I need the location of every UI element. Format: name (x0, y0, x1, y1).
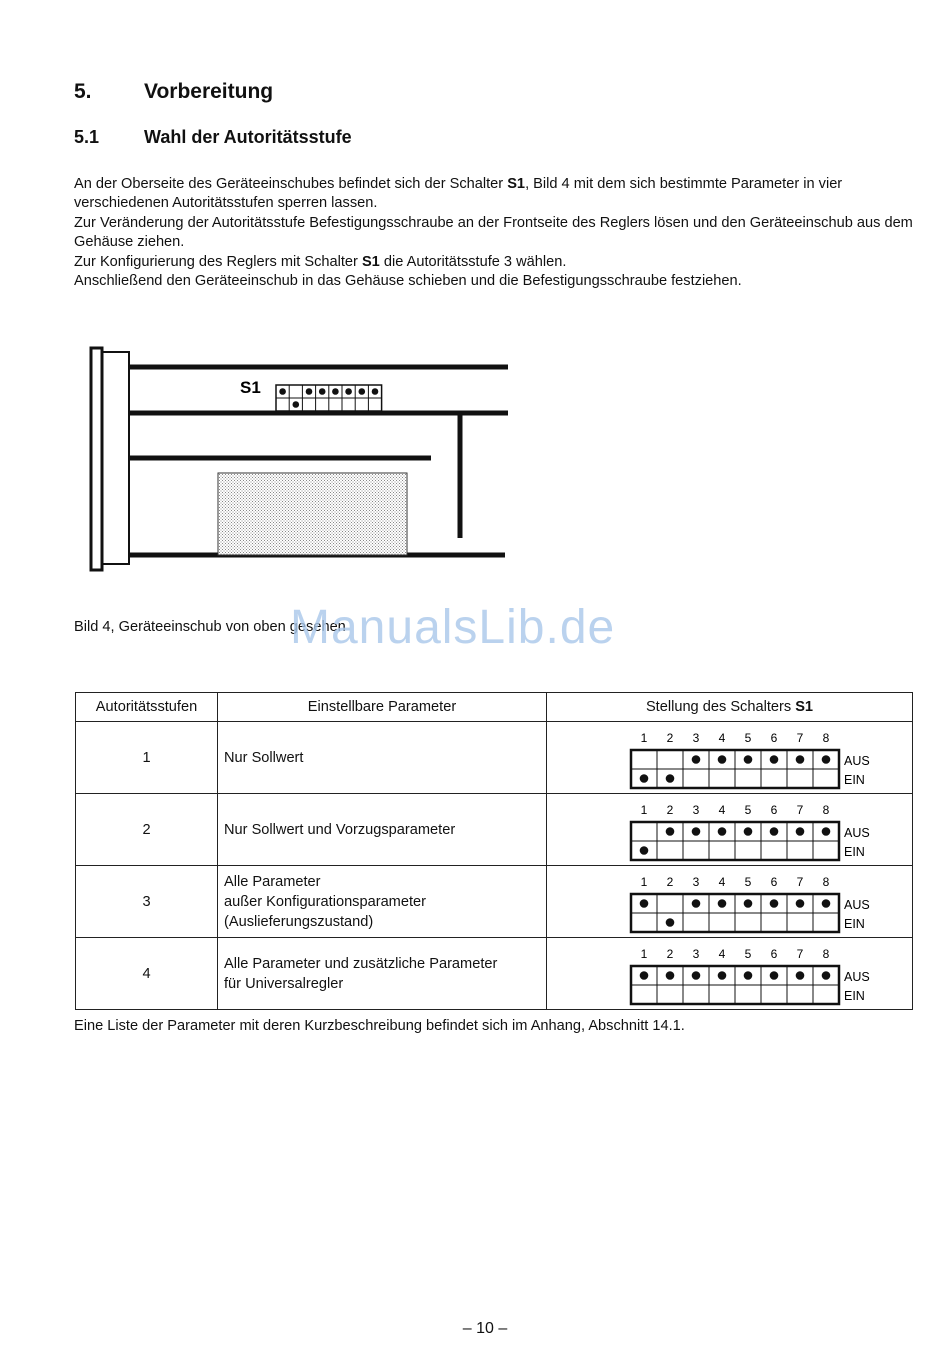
switch-dot-aus (319, 388, 326, 395)
switch-number: 5 (744, 731, 752, 745)
switch-dot-aus (332, 388, 339, 395)
switch-number: 6 (770, 803, 778, 817)
level-cell: 4 (76, 938, 218, 1010)
params-line: Nur Sollwert und Vorzugsparameter (224, 821, 456, 838)
switch-number: 3 (692, 731, 700, 745)
switch-dot-aus (666, 971, 675, 980)
switch-number: 3 (692, 875, 700, 889)
switch-number: 8 (822, 947, 830, 961)
subsection-title: Wahl der Autoritätsstufe (144, 127, 352, 147)
authority-table (75, 692, 913, 1010)
switch-number: 8 (822, 875, 830, 889)
switch-dot-aus (744, 971, 753, 980)
paragraph-line: An der Oberseite des Geräteeinschubes befindet sich der Schalter S1, Bild 4 mit dem sich bestimmte Parameter in vier verschiedenen Autoritätsstufen sperren lassen. (74, 176, 843, 212)
switch-number: 7 (796, 803, 804, 817)
ein-label: EIN (844, 917, 865, 931)
switch-number: 7 (796, 875, 804, 889)
footer-note: Eine Liste der Parameter mit deren Kurzbeschreibung befindet sich im Anhang, Abschnitt 14.1. (74, 1018, 685, 1034)
dip-switch (547, 794, 917, 865)
level-cell: 3 (76, 866, 218, 938)
params-line: Nur Sollwert (224, 749, 304, 766)
switch-dot-ein (640, 846, 649, 855)
switch-cell (547, 866, 913, 938)
switch-dot-aus (345, 388, 352, 395)
switch-dot-aus (718, 827, 727, 836)
params-cell (218, 938, 547, 1010)
switch-number: 2 (666, 947, 674, 961)
switch-grid (631, 894, 839, 932)
dip-switch (547, 722, 917, 793)
section-title: Vorbereitung (144, 80, 274, 103)
switch-number: 4 (718, 875, 726, 889)
page-number: – 10 – (462, 1320, 508, 1337)
switch-dot-aus (770, 899, 779, 908)
switch-dot-aus (718, 971, 727, 980)
switch-number: 1 (640, 875, 648, 889)
switch-dot-aus (692, 827, 701, 836)
switch-dot-aus (822, 971, 831, 980)
switch-number: 2 (666, 803, 674, 817)
front-panel-inner (102, 352, 129, 564)
switch-dot-aus (796, 971, 805, 980)
component-block (218, 473, 407, 555)
table-row (76, 938, 913, 1010)
switch-dot-aus (796, 899, 805, 908)
switch-dot-aus (744, 899, 753, 908)
switch-dot-aus (770, 827, 779, 836)
switch-dot-ein (293, 401, 300, 408)
switch-number: 1 (640, 803, 648, 817)
switch-dot-ein (666, 918, 675, 927)
switch-dot-aus (692, 755, 701, 764)
params-line: außer Konfigurationsparameter (224, 893, 426, 910)
header-levels: Autoritätsstufen (76, 693, 218, 722)
switch-cell (547, 938, 913, 1010)
switch-number: 4 (718, 731, 726, 745)
switch-number: 5 (744, 947, 752, 961)
switch-number: 6 (770, 731, 778, 745)
switch-number: 7 (796, 731, 804, 745)
params-line: (Auslieferungszustand) (224, 913, 374, 930)
dip-switch (547, 938, 917, 1009)
switch-number: 3 (692, 803, 700, 817)
switch-dot-aus (692, 899, 701, 908)
switch-dot-aus (744, 755, 753, 764)
params-line: Alle Parameter und zusätzliche Parameter (224, 955, 498, 972)
aus-label: AUS (844, 898, 870, 912)
switch-dot-aus (770, 755, 779, 764)
level-cell: 1 (76, 722, 218, 794)
level-cell: 2 (76, 794, 218, 866)
switch-grid (631, 966, 839, 1004)
header-params: Einstellbare Parameter (218, 693, 547, 722)
paragraph-line: Anschließend den Geräteeinschub in das Gehäuse schieben und die Befestigungsschraube festziehen. (74, 273, 742, 290)
table-header-row (76, 693, 913, 722)
switch-label: S1 (240, 378, 261, 397)
switch-dot-aus (796, 755, 805, 764)
switch-cell (547, 722, 913, 794)
switch-number: 4 (718, 947, 726, 961)
params-cell (218, 866, 547, 938)
ein-label: EIN (844, 773, 865, 787)
switch-dot-aus (718, 755, 727, 764)
switch-dot-aus (692, 971, 701, 980)
params-line: Alle Parameter (224, 873, 321, 890)
section-number: 5. (74, 80, 92, 103)
paragraph-line: Zur Veränderung der Autoritätsstufe Befestigungsschraube an der Frontseite des Reglers lösen und den Geräteeinschub aus dem Gehäuse ziehen. (74, 214, 913, 251)
switch-dot-aus (640, 899, 649, 908)
table-row (76, 722, 913, 794)
switch-number: 6 (770, 947, 778, 961)
switch-dot-aus (822, 899, 831, 908)
switch-dot-aus (744, 827, 753, 836)
ein-label: EIN (844, 989, 865, 1003)
switch-dot-aus (796, 827, 805, 836)
table-row (76, 794, 913, 866)
aus-label: AUS (844, 970, 870, 984)
switch-dot-aus (718, 899, 727, 908)
ein-label: EIN (844, 845, 865, 859)
switch-dot-aus (306, 388, 313, 395)
table-row (76, 866, 913, 938)
switch-number: 5 (744, 875, 752, 889)
switch-dot-aus (279, 388, 286, 395)
switch-dot-aus (770, 971, 779, 980)
params-line: für Universalregler (224, 975, 344, 992)
switch-number: 3 (692, 947, 700, 961)
switch-dot-aus (822, 827, 831, 836)
dip-switch (547, 866, 917, 937)
watermark: ManualsLib.de (290, 601, 616, 654)
switch-cell (547, 794, 913, 866)
switch-dot-ein (640, 774, 649, 783)
switch-dot-ein (666, 774, 675, 783)
paragraph-line: Zur Konfigurierung des Reglers mit Schalter S1 die Autoritätsstufe 3 wählen. (74, 253, 567, 270)
switch-number: 2 (666, 731, 674, 745)
switch-number: 1 (640, 731, 648, 745)
switch-dot-aus (822, 755, 831, 764)
switch-grid (631, 822, 839, 860)
switch-dot-aus (666, 827, 675, 836)
switch-number: 4 (718, 803, 726, 817)
aus-label: AUS (844, 754, 870, 768)
aus-label: AUS (844, 826, 870, 840)
switch-dot-aus (372, 388, 379, 395)
switch-number: 8 (822, 803, 830, 817)
switch-number: 1 (640, 947, 648, 961)
switch-number: 7 (796, 947, 804, 961)
device-drawing (0, 0, 950, 620)
header-switch: Stellung des Schalters S1 (547, 693, 913, 722)
subsection-number: 5.1 (74, 127, 100, 147)
params-cell (218, 794, 547, 866)
figure-caption: Bild 4, Geräteeinschub von oben gesehen (74, 619, 346, 635)
switch-number: 6 (770, 875, 778, 889)
switch-number: 8 (822, 731, 830, 745)
params-cell (218, 722, 547, 794)
front-panel (91, 348, 102, 570)
switch-number: 5 (744, 803, 752, 817)
switch-dot-aus (640, 971, 649, 980)
switch-number: 2 (666, 875, 674, 889)
switch-grid (631, 750, 839, 788)
dip-switch-s1 (276, 385, 382, 411)
switch-dot-aus (359, 388, 366, 395)
